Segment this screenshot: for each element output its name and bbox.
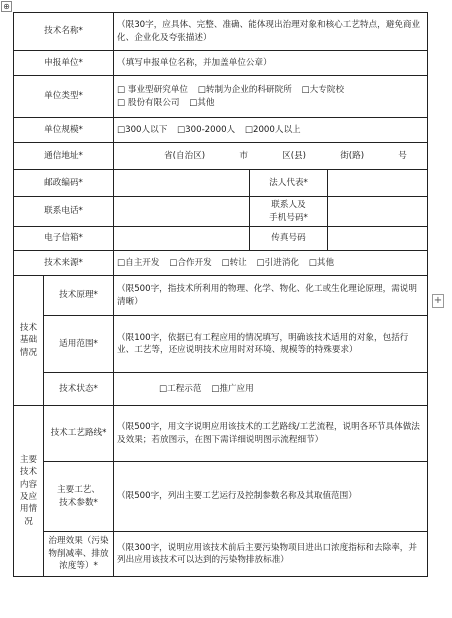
application-form-table bbox=[13, 12, 428, 577]
address-city: 市 bbox=[239, 150, 248, 161]
unit-type-option-checkbox[interactable]: □转制为企业的科研院所 bbox=[197, 85, 292, 96]
unit-type-label: 单位类型* bbox=[14, 76, 114, 118]
main-group-label: 主要 技术 内容 及应 用情 况 bbox=[14, 406, 44, 577]
row-params bbox=[14, 462, 428, 532]
postcode-field[interactable] bbox=[114, 170, 250, 197]
row-address bbox=[14, 143, 428, 170]
route-label: 技术工艺路线* bbox=[44, 406, 114, 462]
row-scope bbox=[14, 316, 428, 373]
add-row-icon[interactable]: + bbox=[433, 295, 443, 306]
address-field[interactable] bbox=[114, 143, 428, 170]
principle-field[interactable]: （限500字，指技术所利用的物理、化学、物化、化工或生化理论原理，需说明清晰） bbox=[114, 276, 428, 316]
row-tech-name bbox=[14, 13, 428, 51]
phone-label: 联系电话* bbox=[14, 197, 114, 227]
unit-type-option-checkbox[interactable]: □大专院校 bbox=[301, 85, 345, 96]
status-option-checkbox[interactable]: □推广应用 bbox=[211, 383, 254, 394]
address-district: 区(县) bbox=[282, 150, 307, 161]
unit-scale-option-checkbox[interactable]: □300人以下 bbox=[117, 124, 168, 135]
source-option-checkbox[interactable]: □转让 bbox=[221, 257, 247, 268]
scope-field[interactable]: （限100字，依据已有工程应用的情况填写，明确该技术适用的对象，包括行业、工艺等，还应说明技术应用时对环境、规模等的特殊要求） bbox=[114, 316, 428, 373]
source-options bbox=[114, 251, 428, 276]
row-effect bbox=[14, 532, 428, 577]
row-source bbox=[14, 251, 428, 276]
fax-label: 传真号码 bbox=[250, 227, 328, 251]
row-email bbox=[14, 227, 428, 251]
source-option-checkbox[interactable]: □引进消化 bbox=[256, 257, 300, 268]
row-status bbox=[14, 373, 428, 406]
address-province: 省(自治区) bbox=[164, 150, 206, 161]
unit-type-options bbox=[114, 76, 428, 118]
legal-rep-field[interactable] bbox=[328, 170, 428, 197]
row-unit-type bbox=[14, 76, 428, 118]
applicant-field[interactable]: （填写申报单位名称，并加盖单位公章） bbox=[114, 51, 428, 76]
route-field[interactable]: （限500字，用文字说明应用该技术的工艺路线/工艺流程，说明各环节具体做法及效果；若放图示，在图下需详细说明图示流程细节） bbox=[114, 406, 428, 462]
row-unit-scale bbox=[14, 118, 428, 143]
address-label: 通信地址* bbox=[14, 143, 114, 170]
status-label: 技术状态* bbox=[44, 373, 114, 406]
unit-scale-option-checkbox[interactable]: □300-2000人 bbox=[177, 124, 236, 135]
unit-scale-option-checkbox[interactable]: □2000人以上 bbox=[244, 124, 301, 135]
scope-label: 适用范围* bbox=[44, 316, 114, 373]
params-field[interactable]: （限500字，列出主要工艺运行及控制参数名称及其取值范围） bbox=[114, 462, 428, 532]
table-move-handle-icon[interactable]: ⊕ bbox=[1, 1, 12, 12]
row-phone bbox=[14, 197, 428, 227]
email-label: 电子信箱* bbox=[14, 227, 114, 251]
legal-rep-label: 法人代表* bbox=[250, 170, 328, 197]
row-principle bbox=[14, 276, 428, 316]
params-label: 主要工艺、 技术参数* bbox=[44, 462, 114, 532]
effect-field[interactable]: （限300字，说明应用该技术前后主要污染物项目进出口浓度指标和去除率，并列出应用该技术可以达到的污染物排放标准） bbox=[114, 532, 428, 577]
source-option-checkbox[interactable]: □自主开发 bbox=[117, 257, 160, 268]
source-option-checkbox[interactable]: □其他 bbox=[308, 257, 335, 268]
row-postcode bbox=[14, 170, 428, 197]
contact-label: 联系人及 手机号码* bbox=[250, 197, 328, 227]
address-street: 街(路) bbox=[340, 150, 365, 161]
applicant-label: 申报单位* bbox=[14, 51, 114, 76]
address-number: 号 bbox=[398, 150, 407, 161]
tech-name-label: 技术名称* bbox=[14, 13, 114, 51]
row-route bbox=[14, 406, 428, 462]
basic-group-label: 技术 基础 情况 bbox=[14, 276, 44, 406]
source-option-checkbox[interactable]: □合作开发 bbox=[169, 257, 212, 268]
phone-field[interactable] bbox=[114, 197, 250, 227]
status-options bbox=[114, 373, 428, 406]
unit-scale-label: 单位规模* bbox=[14, 118, 114, 143]
contact-field[interactable] bbox=[328, 197, 428, 227]
fax-field[interactable] bbox=[328, 227, 428, 251]
tech-name-field[interactable]: （限30字，应具体、完整、准确、能体现出治理对象和核心工艺特点，避免商业化、企业化及夸张描述） bbox=[114, 13, 428, 51]
email-field[interactable] bbox=[114, 227, 250, 251]
row-applicant bbox=[14, 51, 428, 76]
unit-type-option-checkbox[interactable]: □ 事业型研究单位 bbox=[117, 85, 189, 96]
postcode-label: 邮政编码* bbox=[14, 170, 114, 197]
unit-scale-options bbox=[114, 118, 428, 143]
effect-label: 治理效果（污染物削减率、排放浓度等）* bbox=[44, 532, 114, 577]
status-option-checkbox[interactable]: □工程示范 bbox=[159, 383, 202, 394]
unit-type-option-checkbox[interactable]: □其他 bbox=[189, 97, 215, 108]
principle-label: 技术原理* bbox=[44, 276, 114, 316]
source-label: 技术来源* bbox=[14, 251, 114, 276]
unit-type-option-checkbox[interactable]: □ 股份有限公司 bbox=[117, 97, 180, 108]
